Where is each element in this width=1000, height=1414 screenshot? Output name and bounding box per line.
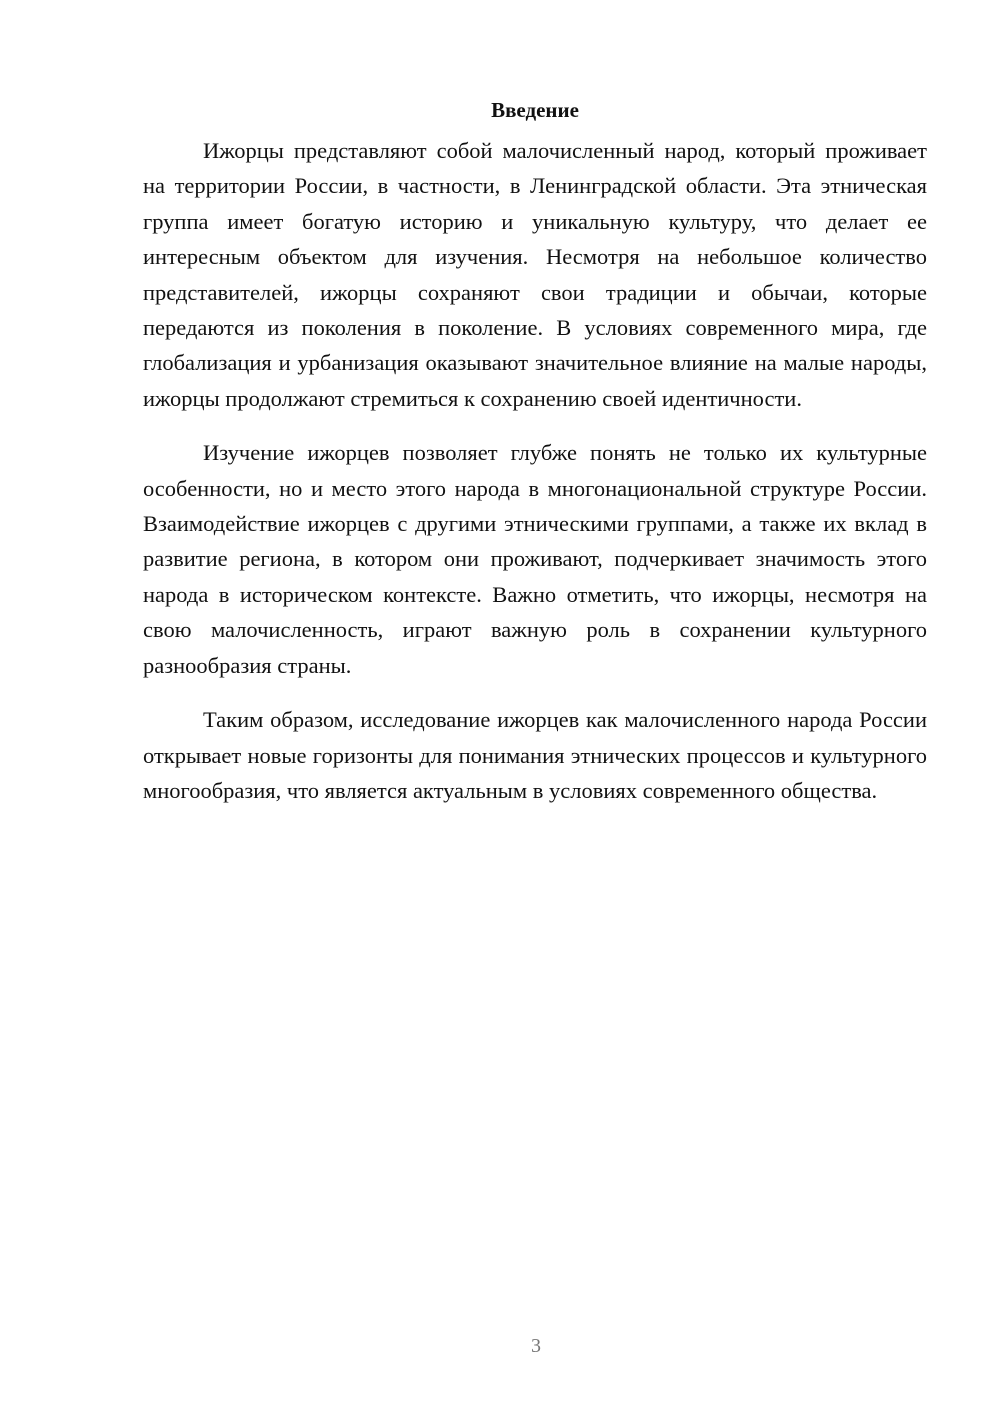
paragraph-1: Ижорцы представляют собой малочисленный народ, который проживает на территории России, в частности, в Ленинградской области. Эта этническая группа имеет богатую историю и уникальную культуру, что делает ее интересным объектом для изучения. Несмотря на небольшое количество представителей, ижорцы сохраняют свои традиции и обычаи, которые передаются из поколения в поколение. В условиях современного мира, где глобализация и урбанизация оказывают значительное влияние на малые народы, ижорцы продолжают стремиться к сохранению своей идентичности.: [143, 138, 927, 411]
page-content: [143, 95, 927, 827]
page-number: 3: [531, 1335, 541, 1357]
paragraph-3: Таким образом, исследование ижорцев как малочисленного народа России открывает новые горизонты для понимания этнических процессов и культурного многообразия, что является актуальным в условиях современного общества.: [143, 707, 927, 803]
paragraph-2: Изучение ижорцев позволяет глубже понять не только их культурные особенности, но и место этого народа в многонациональной структуре России. Взаимодействие ижорцев с другими этническими группами, а также их вклад в развитие региона, в котором они проживают, подчеркивает значимость этого народа в историческом контексте. Важно отметить, что ижорцы, несмотря на свою малочисленность, играют важную роль в сохранении культурного разнообразия страны.: [143, 440, 927, 678]
section-heading: Введение: [491, 98, 579, 122]
